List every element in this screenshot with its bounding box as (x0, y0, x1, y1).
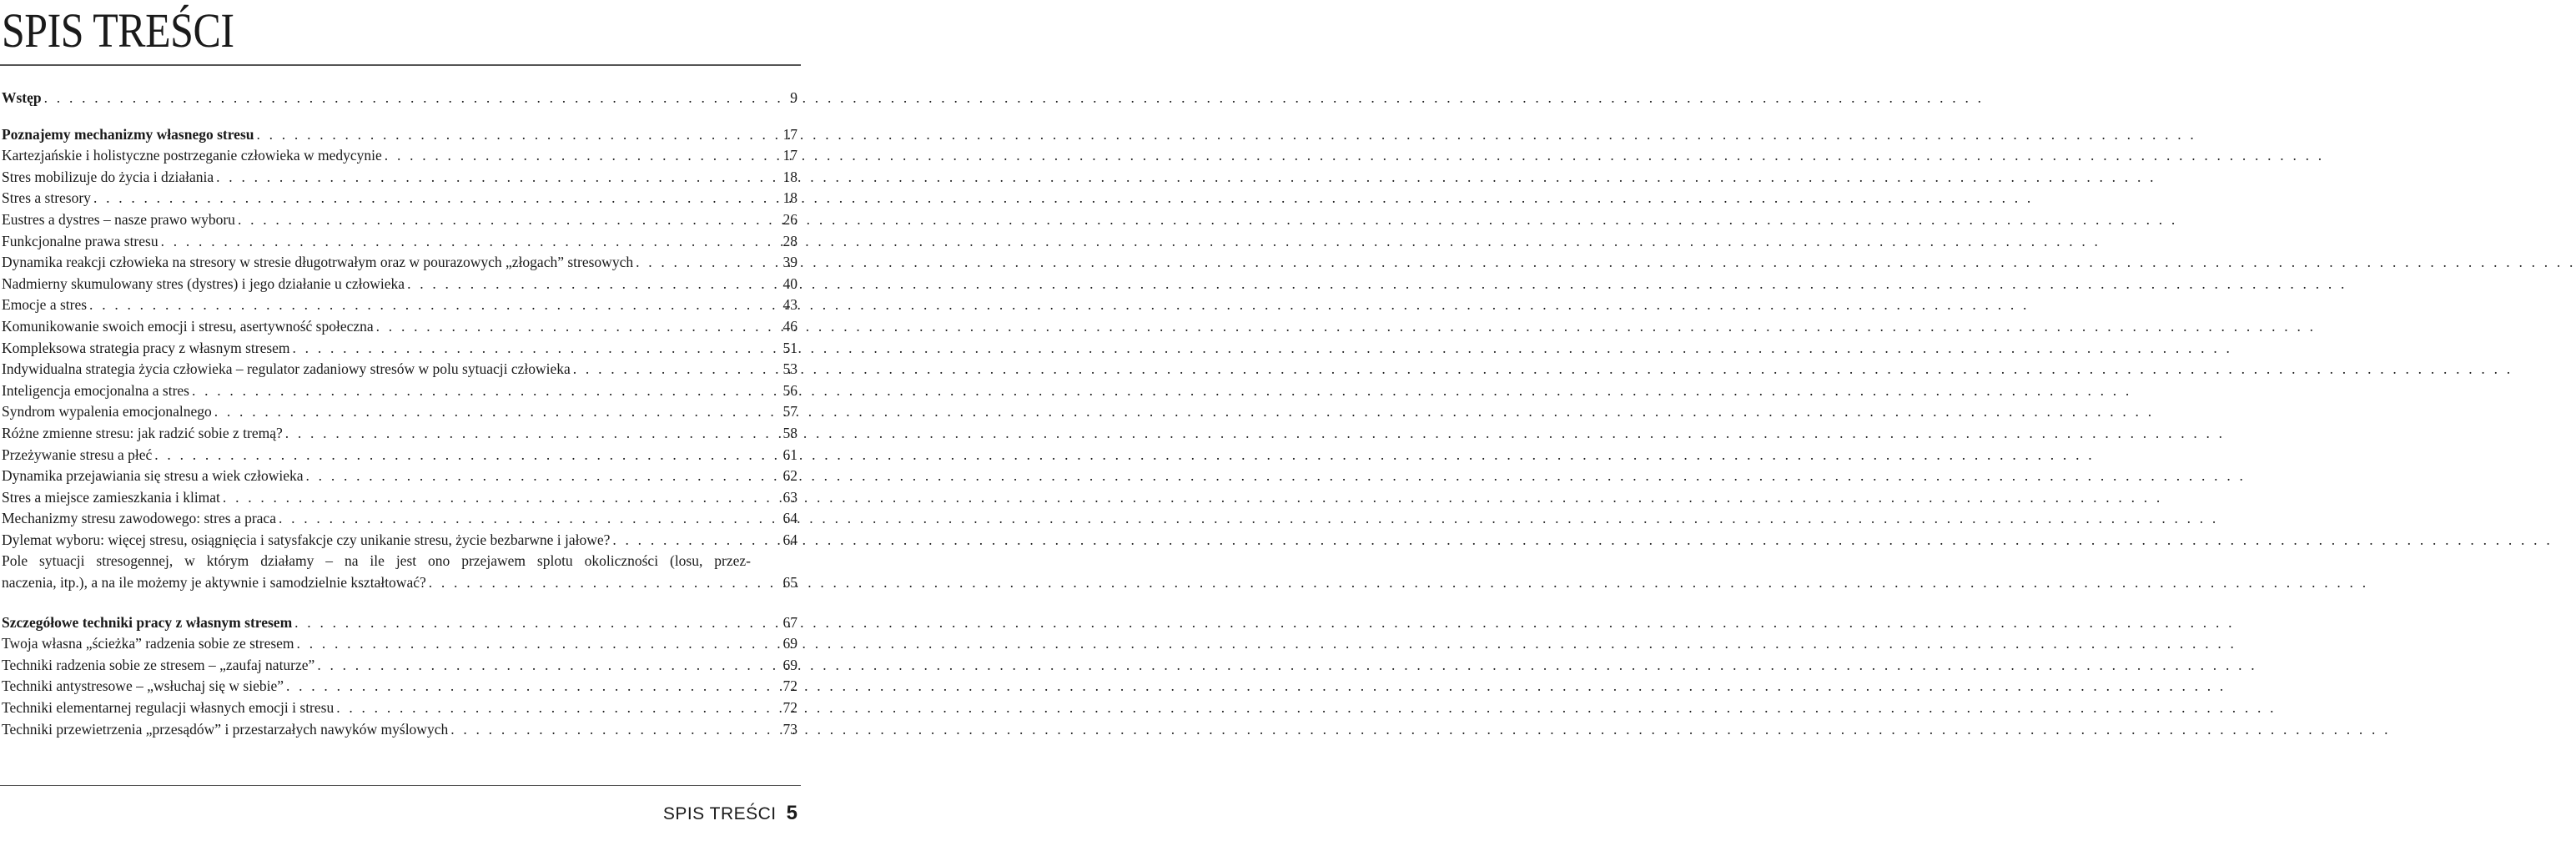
toc-entry-page: 17 (782, 125, 797, 143)
toc-entry-page: 67 (782, 613, 797, 631)
toc-entry[interactable] (0, 655, 801, 677)
toc-entry-title: Twoja własna „ścieżka” radzenia sobie ze stresem (2, 635, 294, 652)
toc-entry[interactable] (0, 380, 801, 402)
leader-dots (276, 508, 2219, 530)
toc-entry-title: Mechanizmy stresu zawodowego: stres a praca (2, 510, 276, 527)
toc-entry[interactable] (0, 676, 801, 697)
toc-entry-title: Techniki elementarnej regulacji własnych emocji i stresu (2, 699, 335, 717)
toc-entry[interactable] (0, 487, 801, 509)
leader-dots (374, 316, 2317, 338)
leader-dots (290, 338, 2233, 360)
toc-entry-title: Szczegółowe techniki pracy z własnym stresem (2, 613, 293, 631)
leader-dots (235, 209, 2178, 231)
toc-entry[interactable] (0, 423, 801, 445)
leader-dots (212, 401, 2155, 423)
toc-entry[interactable] (0, 231, 801, 253)
toc-entry-page: 18 (782, 168, 797, 185)
toc-entry[interactable] (0, 338, 801, 360)
toc-entry-title: Techniki radzenia sobie ze stresem – „zaufaj naturze” (2, 656, 315, 673)
toc-entry-title: Nadmierny skumulowany stres (dystres) i jego działanie u człowieka (2, 274, 405, 292)
leader-dots (292, 612, 2235, 634)
toc-entry-page: 72 (782, 699, 797, 717)
toc-entry-title: Komunikowanie swoich emocji i stresu, asertywność społeczna (2, 317, 374, 335)
toc-section-techniques (0, 612, 801, 741)
leader-dots (610, 530, 2553, 551)
toc-entry-page: 61 (782, 446, 797, 463)
toc-entry-page: 39 (782, 254, 797, 271)
toc-entry[interactable] (0, 167, 801, 189)
toc-entry-title: Indywidualna strategia życia człowieka – regulator zadaniowy stresów w polu sytuacji człowieka (2, 360, 571, 378)
toc-entry[interactable] (0, 612, 801, 634)
toc-entry-title: Przeżywanie stresu a płeć (2, 446, 153, 463)
leader-dots (189, 380, 2132, 402)
leader-dots (152, 445, 2095, 466)
toc-entry-page: 65 (782, 574, 797, 592)
toc-entry-title: Poznajemy mechanizmy własnego stresu (2, 125, 254, 143)
toc-entry[interactable] (0, 145, 801, 167)
toc-entry-title: Różne zmienne stresu: jak radzić sobie z tremą? (2, 424, 283, 441)
title-divider (0, 64, 801, 66)
page-title: SPIS TREŚCI (2, 3, 234, 58)
toc-entry-page: 64 (782, 510, 797, 527)
footer-divider (0, 785, 801, 786)
leader-dots (426, 572, 2369, 594)
toc-entry-title: Pole sytuacji stresogennej, w którym działamy – na ile jest ono przejawem splotu okoliczności (losu, przez- (2, 552, 751, 570)
toc-entry-page: 57 (782, 403, 797, 420)
toc-entry-page: 9 (790, 89, 797, 106)
table-of-contents (0, 88, 801, 740)
toc-entry-page: 62 (782, 467, 797, 485)
leader-dots (214, 167, 2156, 189)
toc-entry-title: Kartezjańskie i holistyczne postrzeganie człowieka w medycynie (2, 147, 382, 164)
toc-entry[interactable] (0, 508, 801, 530)
toc-entry-title: Eustres a dystres – nasze prawo wyboru (2, 210, 235, 228)
leader-dots (571, 359, 2513, 380)
toc-entry-title: Kompleksowa strategia pracy z własnym stresem (2, 339, 290, 356)
leader-dots (87, 295, 2030, 316)
leader-dots (304, 466, 2246, 487)
toc-entry[interactable] (0, 274, 801, 295)
leader-dots (334, 697, 2277, 719)
toc-entry-title: Emocje a stres (2, 296, 88, 314)
leader-dots (42, 88, 1985, 109)
toc-entry-title: Dynamika przejawiania się stresu a wiek człowieka (2, 467, 304, 485)
toc-entry-page: 64 (782, 531, 797, 548)
toc-section-mechanisms (0, 124, 801, 594)
toc-entry-page: 56 (782, 381, 797, 399)
toc-entry[interactable] (0, 466, 801, 487)
toc-entry-title: Funkcjonalne prawa stresu (2, 232, 158, 249)
toc-entry[interactable] (0, 401, 801, 423)
toc-entry-page: 73 (782, 720, 797, 738)
leader-dots (382, 145, 2325, 167)
toc-entry-page: 18 (782, 189, 797, 207)
toc-entry-title: Stres a miejsce zamieszkania i klimat (2, 488, 220, 506)
running-footer-title: SPIS TREŚCI (662, 804, 777, 823)
toc-entry[interactable] (0, 530, 801, 551)
leader-dots (314, 655, 2257, 677)
toc-entry-title: Dylemat wyboru: więcej stresu, osiągnięcia i satysfakcje czy unikanie stresu, życie bezbarwne i jałowe? (2, 531, 611, 548)
leader-dots (284, 676, 2226, 697)
toc-entry-title-continued: naczenia, itp.), a na ile możemy je aktywnie i samodzielnie kształtować? (2, 574, 426, 592)
toc-entry[interactable] (0, 359, 801, 380)
toc-entry-title: Inteligencja emocjonalna a stres (2, 381, 189, 399)
toc-entry-title: Dynamika reakcji człowieka na stresory w stresie długotrwałym oraz w pourazowych „złogach” stresowych (2, 254, 634, 271)
toc-entry[interactable] (0, 445, 801, 466)
toc-entry-page: 63 (782, 488, 797, 506)
toc-entry-title: Stres mobilizuje do życia i działania (2, 168, 214, 185)
toc-entry-page: 72 (782, 677, 797, 695)
toc-entry[interactable] (0, 295, 801, 316)
toc-entry[interactable] (0, 88, 801, 109)
toc-entry-page: 58 (782, 424, 797, 441)
toc-entry[interactable] (0, 697, 801, 719)
toc-entry[interactable] (0, 551, 801, 593)
toc-entry[interactable] (0, 719, 801, 741)
toc-entry[interactable] (0, 124, 801, 146)
toc-entry[interactable] (0, 316, 801, 338)
leader-dots (294, 633, 2237, 655)
toc-entry-page: 53 (782, 360, 797, 378)
toc-entry-page: 28 (782, 232, 797, 249)
leader-dots (91, 188, 2034, 209)
toc-entry[interactable] (0, 252, 801, 274)
page-number: 5 (786, 802, 797, 824)
toc-entry-page: 46 (782, 317, 797, 335)
toc-entry-page: 26 (782, 210, 797, 228)
toc-entry-page: 51 (782, 339, 797, 356)
toc-entry[interactable] (0, 209, 801, 231)
leader-dots (158, 231, 2101, 253)
toc-entry-page: 43 (782, 296, 797, 314)
toc-entry-page: 17 (782, 147, 797, 164)
toc-entry-title: Stres a stresory (2, 189, 91, 207)
toc-entry[interactable] (0, 188, 801, 209)
leader-dots (283, 423, 2226, 445)
toc-entry[interactable] (0, 633, 801, 655)
page-footer (663, 801, 797, 827)
toc-entry-title: Techniki antystresowe – „wsłuchaj się w siebie” (2, 677, 284, 695)
leader-dots (405, 274, 2347, 295)
toc-entry-page: 69 (782, 656, 797, 673)
leader-dots (633, 252, 2576, 274)
toc-entry-title: Syndrom wypalenia emocjonalnego (2, 403, 212, 420)
leader-dots (448, 719, 2391, 741)
leader-dots (220, 487, 2163, 509)
leader-dots (254, 124, 2196, 146)
toc-entry-title: Techniki przewietrzenia „przesądów” i przestarzałych nawyków myślowych (2, 720, 449, 738)
toc-section-intro (0, 88, 801, 109)
toc-entry-title: Wstęp (2, 89, 42, 106)
toc-entry-page: 69 (782, 635, 797, 652)
toc-entry-page: 40 (782, 274, 797, 292)
